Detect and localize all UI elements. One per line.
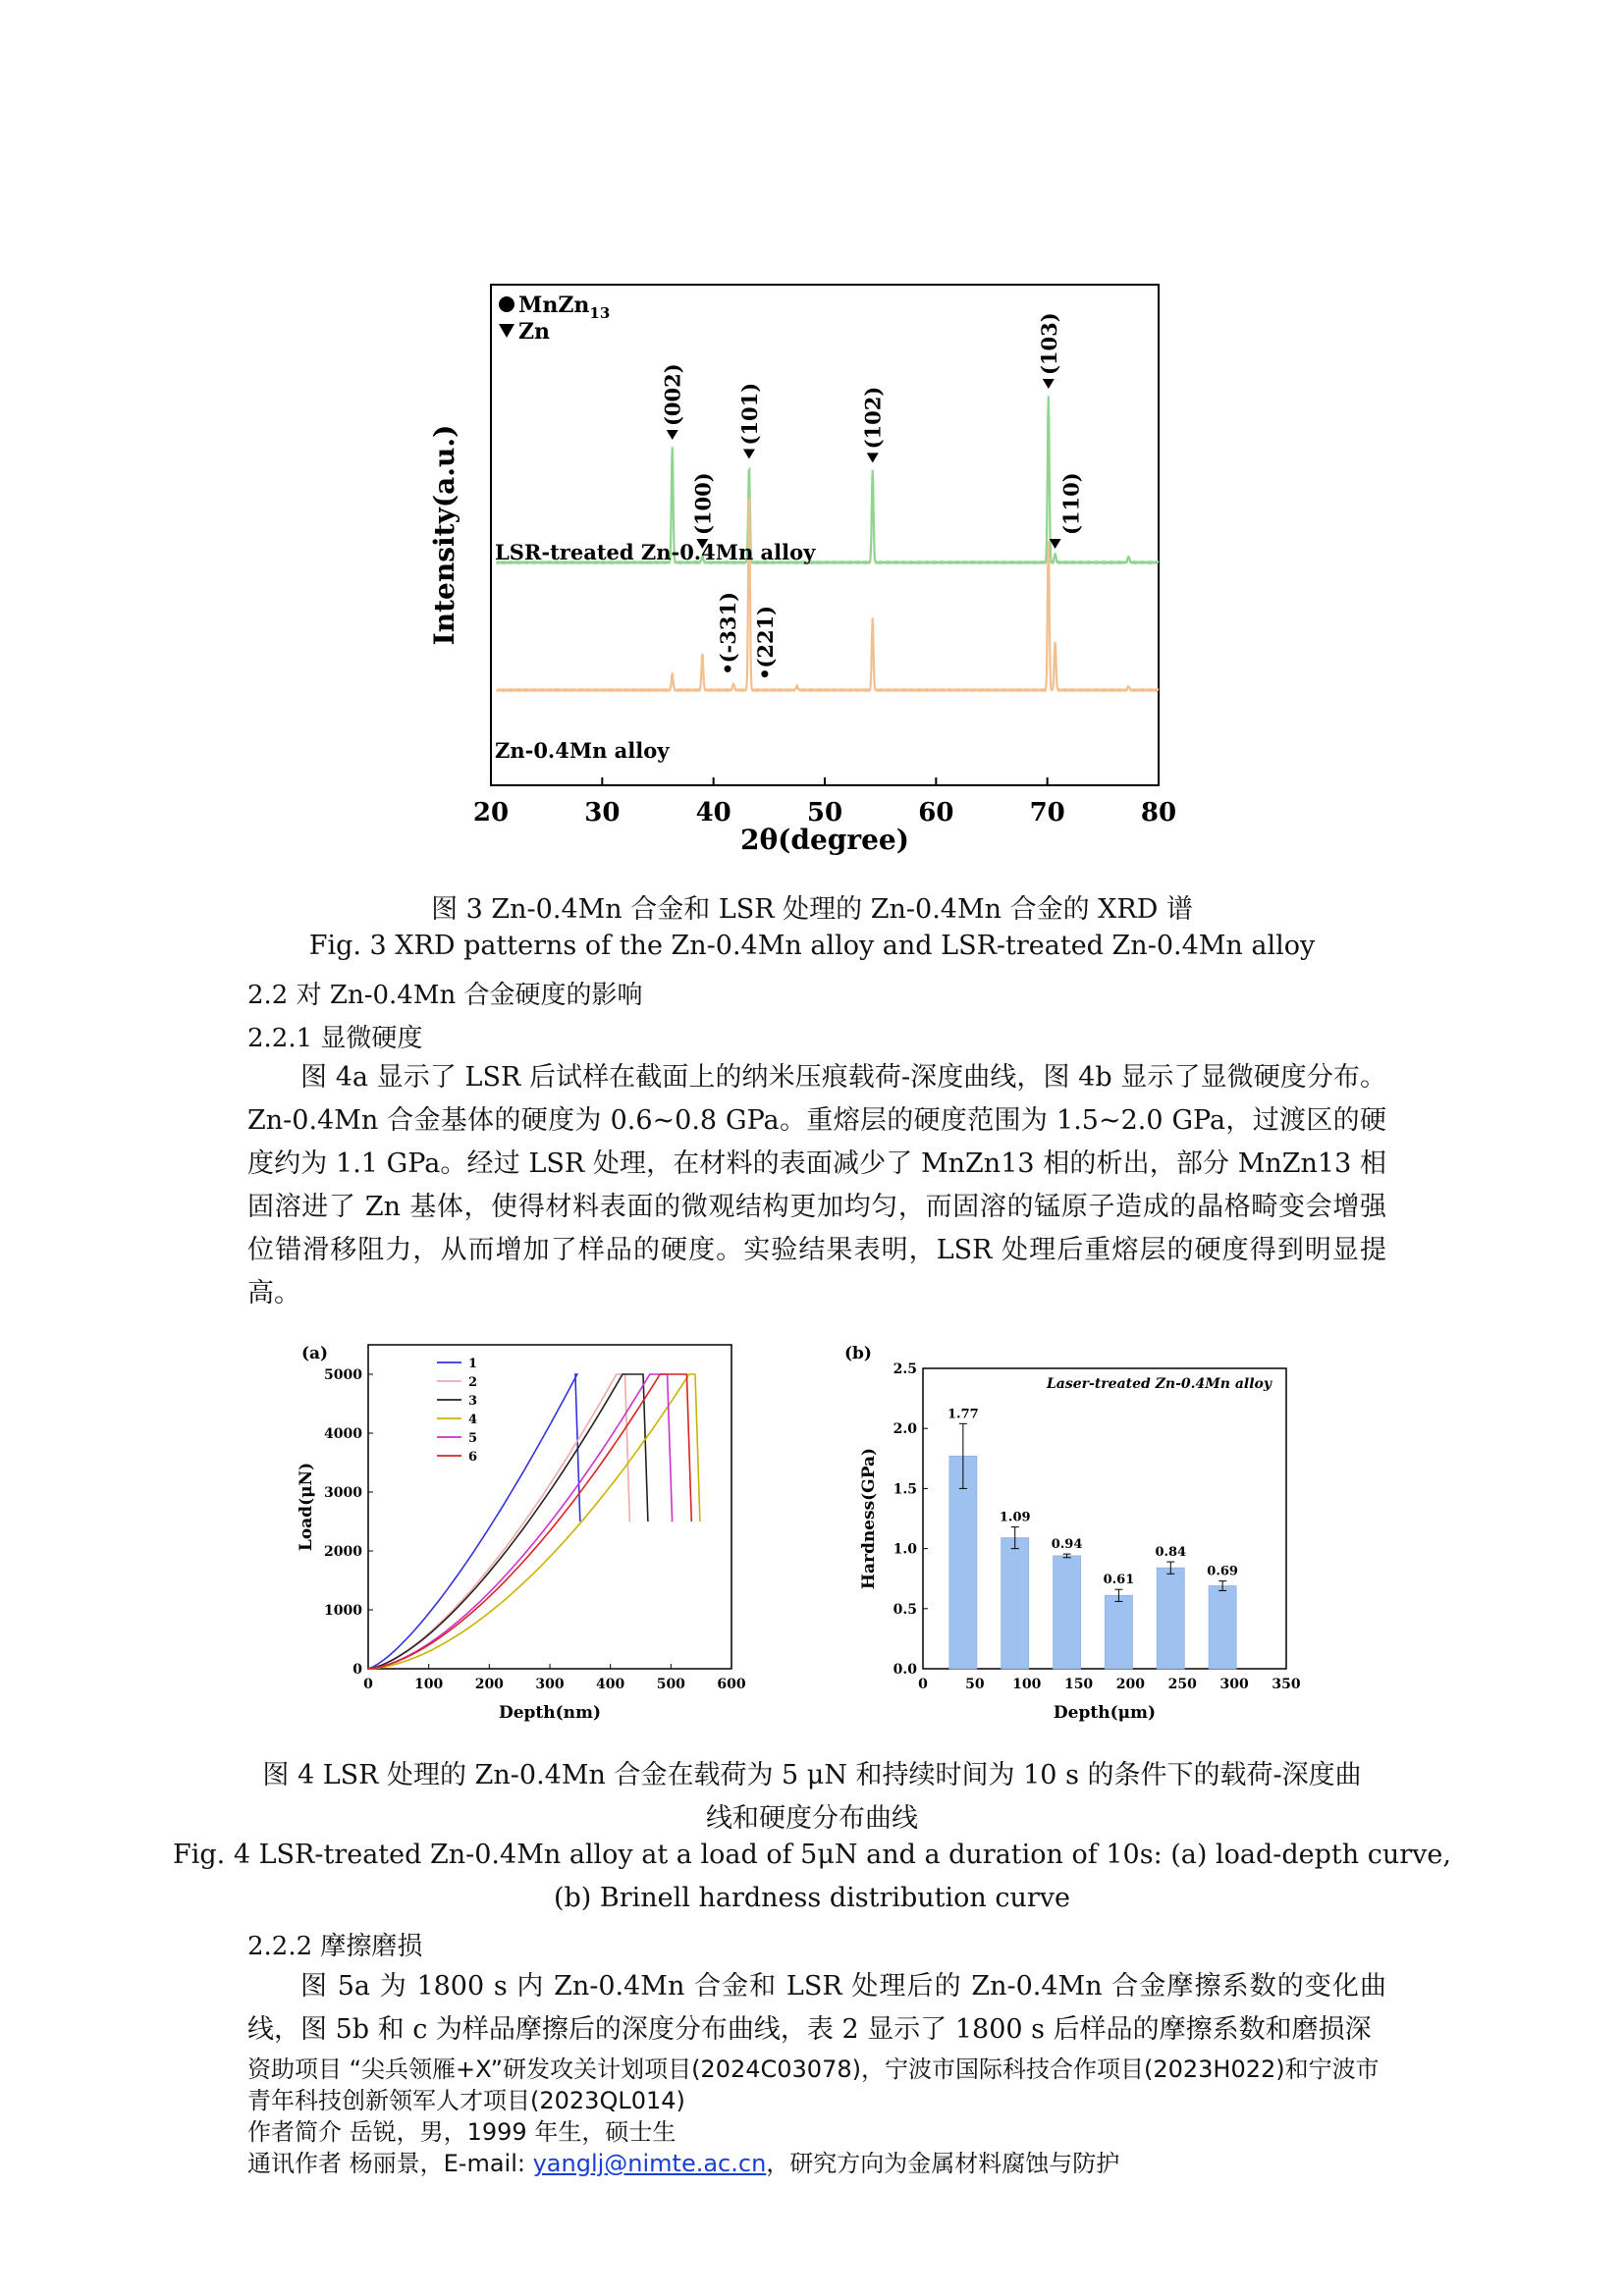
paragraph-friction-text: 图 5a 为 1800 s 内 Zn-0.4Mn 合金和 LSR 处理后的 Zn-0.4Mn 合金摩擦系数的变化曲线，图 5b 和 c 为样品摩擦后的深度分布曲线，表 2 显示了 1800 s 后样品的摩擦系数和磨损深	[247, 1971, 1386, 2045]
fig4b-value-label: 0.84	[1155, 1545, 1187, 1561]
fig4a-y-tick-label: 1000	[324, 1603, 362, 1619]
fig4a-x-tick-label: 400	[596, 1677, 625, 1692]
fig4b-y-tick-label: 1.0	[893, 1541, 917, 1558]
paragraph-friction	[247, 1965, 1386, 2052]
fig3-peak-label: (101)	[736, 382, 762, 446]
fig3-x-tick-label: 80	[1140, 798, 1177, 828]
fig4a-curve-3	[368, 1374, 648, 1669]
fig4a-curve-4	[368, 1374, 700, 1669]
fig4b-bar	[1209, 1586, 1236, 1669]
fig3-x-tick-label: 40	[695, 798, 731, 828]
footnote-corr-suffix: ，研究方向为金属材料腐蚀与防护	[766, 2150, 1120, 2177]
footnote-author: 作者简介 岳锐，男，1999 年生，硕士生	[247, 2118, 677, 2146]
fig4b-hardness-chart	[835, 1335, 1306, 1728]
fig4b-x-tick-label: 300	[1219, 1677, 1249, 1692]
fig3-caption-en: Fig. 3 XRD patterns of the Zn-0.4Mn alloy and LSR-treated Zn-0.4Mn alloy	[308, 931, 1316, 961]
fig3-triangle-marker	[867, 453, 879, 462]
fig4-caption-cn-line1: 图 4 LSR 处理的 Zn-0.4Mn 合金在载荷为 5 μN 和持续时间为 10 s 的条件下的载荷-深度曲	[262, 1760, 1362, 1790]
legend-zn-label: Zn	[518, 319, 551, 345]
fig3-peak-label: (221)	[752, 605, 778, 668]
fig4a-x-tick-label: 500	[656, 1677, 685, 1692]
fig4b-x-axis-label: Depth(μm)	[1053, 1703, 1157, 1723]
fig4-caption-en-line1: Fig. 4 LSR-treated Zn-0.4Mn alloy at a load of 5μN and a duration of 10s: (a) load-depth curve,	[173, 1840, 1451, 1870]
email-link[interactable]: yanglj@nimte.ac.cn	[532, 2150, 767, 2177]
fig4b-x-tick-label: 350	[1272, 1677, 1301, 1692]
fig4a-x-tick-label: 300	[535, 1677, 565, 1692]
fig4a-ticks	[324, 1367, 746, 1692]
fig3-peak-label: (002)	[660, 363, 685, 426]
fig3-triangle-marker	[743, 450, 755, 459]
fig4a-curve-2	[368, 1374, 629, 1669]
fig4b-value-label: 0.94	[1051, 1537, 1083, 1553]
fig4b-y-tick-label: 0.5	[893, 1601, 917, 1618]
fig3-y-axis-label: Intensity(a.u.)	[428, 424, 460, 646]
fig3-peak-label: (103)	[1036, 312, 1061, 375]
fig3-circle-marker	[761, 670, 768, 677]
fig4b-y-tick-label: 2.5	[893, 1362, 917, 1377]
fig3-x-axis-label: 2θ(degree)	[739, 824, 910, 856]
fig3-peak-label: (102)	[860, 386, 886, 450]
series-label-zn: Zn-0.4Mn alloy	[495, 738, 670, 763]
fig4b-x-tick-label: 200	[1115, 1677, 1146, 1692]
fig3-x-tick-label: 30	[584, 798, 621, 828]
fig4b-y-tick-label: 0.0	[893, 1662, 917, 1678]
fig4a-legend	[437, 1357, 477, 1465]
fig4a-x-axis-label: Depth(nm)	[498, 1703, 602, 1723]
fig4b-chart-title: Laser-treated Zn-0.4Mn alloy	[1046, 1376, 1272, 1392]
fig4b-value-label: 0.69	[1207, 1564, 1238, 1579]
fig4a-legend-label: 4	[468, 1413, 478, 1427]
fig4b-bars	[947, 1407, 1238, 1669]
fig4a-legend-label: 5	[468, 1431, 478, 1446]
fig4a-curve-6	[368, 1374, 691, 1669]
footnote-corr-prefix: 通讯作者 杨丽景，E-mail:	[247, 2150, 533, 2177]
fig4a-legend-label: 3	[468, 1394, 478, 1409]
fig4b-bar	[1157, 1568, 1184, 1669]
fig4b-y-tick-label: 2.0	[893, 1421, 917, 1438]
legend-triangle-marker	[499, 324, 514, 338]
fig4b-x-tick-label: 150	[1063, 1677, 1094, 1692]
section-heading-2-2: 2.2 对 Zn-0.4Mn 合金硬度的影响	[247, 981, 643, 1010]
fig3-peak-label: (110)	[1058, 472, 1084, 535]
fig4a-legend-label: 1	[468, 1357, 478, 1371]
fig4a-y-tick-label: 2000	[324, 1544, 362, 1560]
legend-circle-marker	[499, 296, 514, 312]
fig4b-x-tick-label: 250	[1167, 1677, 1197, 1692]
footnote-funding-line1: 资助项目 “尖兵领雁+X”研发攻关计划项目(2024C03078)，宁波市国际科技合作项目(2023H022)和宁波市	[247, 2056, 1380, 2083]
fig4b-panel-label: (b)	[844, 1344, 872, 1363]
fig3-x-tick-label: 20	[472, 798, 510, 828]
fig4a-y-tick-label: 3000	[324, 1485, 362, 1501]
fig3-x-tick-label: 60	[918, 798, 954, 828]
fig3-peak-label: (100)	[690, 472, 716, 535]
fig4b-y-axis-label: Hardness(GPa)	[859, 1447, 879, 1590]
fig4a-load-depth-chart	[290, 1335, 751, 1728]
footnote-funding-line2: 青年科技创新领军人才项目(2023QL014)	[247, 2087, 685, 2114]
fig4b-bar	[1001, 1538, 1029, 1669]
section-heading-2-2-2: 2.2.2 摩擦磨损	[247, 1932, 423, 1961]
fig3-x-tick-label: 50	[806, 798, 843, 828]
fig4a-curves	[368, 1374, 700, 1669]
fig4-caption-cn-line2: 线和硬度分布曲线	[706, 1803, 918, 1834]
fig3-x-tick-label: 70	[1029, 798, 1065, 828]
paragraph-microhardness-text: 图 4a 显示了 LSR 后试样在截面上的纳米压痕载荷-深度曲线，图 4b 显示了显微硬度分布。Zn-0.4Mn 合金基体的硬度为 0.6~0.8 GPa。重熔层的硬度范围为 1.5~2.0 GPa，过渡区的硬度约为 1.1 GPa。经过 LSR 处理，在材料的表面减少了 MnZn13 相的析出，部分 MnZn13 相固溶进了 Zn 基体，使得材料表面的微观结构更加均匀，而固溶的锰原子造成的晶格畸变会增强位错滑移阻力，从而增加了样品的硬度。实验结果表明，LSR 处理后重熔层的硬度得到明显提高。	[247, 1062, 1386, 1308]
fig4b-value-label: 1.77	[947, 1407, 979, 1422]
fig3-triangle-marker	[667, 430, 678, 440]
fig4a-x-tick-label: 100	[414, 1677, 444, 1692]
fig4a-y-axis-label: Load(μN)	[297, 1462, 316, 1552]
fig4b-value-label: 1.09	[999, 1510, 1031, 1525]
fig4b-y-tick-label: 1.5	[893, 1481, 917, 1498]
fig4b-bar	[1105, 1595, 1132, 1669]
fig4a-legend-label: 2	[468, 1375, 478, 1390]
fig4a-panel-label: (a)	[301, 1344, 329, 1363]
fig4-caption-en-line2: (b) Brinell hardness distribution curve	[553, 1883, 1071, 1913]
fig4a-y-tick-label: 5000	[324, 1367, 362, 1383]
legend-mnzn-label: MnZn$_{13}$	[518, 293, 611, 322]
footnote-corresponding	[247, 2144, 1119, 2178]
fig4b-value-label: 0.61	[1103, 1573, 1135, 1588]
fig4b-x-tick-label: 0	[918, 1677, 928, 1692]
fig4b-x-tick-label: 100	[1012, 1677, 1042, 1692]
fig4a-x-tick-label: 600	[717, 1677, 746, 1692]
fig3-circle-marker	[725, 666, 731, 672]
fig3-xrd-chart	[412, 206, 1276, 874]
paragraph-microhardness	[247, 1056, 1386, 1315]
fig4a-y-tick-label: 0	[352, 1662, 362, 1678]
fig3-triangle-marker	[1043, 379, 1055, 389]
fig3-peak-label: (-331)	[716, 591, 741, 664]
fig4b-bar	[1054, 1556, 1081, 1669]
section-heading-2-2-1: 2.2.1 显微硬度	[247, 1024, 423, 1053]
fig4b-x-tick-label: 50	[965, 1677, 985, 1692]
fig4a-y-tick-label: 4000	[324, 1426, 362, 1442]
series-label-lsr: LSR-treated Zn-0.4Mn alloy	[495, 540, 816, 564]
fig4a-x-tick-label: 200	[474, 1677, 504, 1692]
fig3-caption-cn: 图 3 Zn-0.4Mn 合金和 LSR 处理的 Zn-0.4Mn 合金的 XRD 谱	[431, 894, 1193, 925]
fig4a-x-tick-label: 0	[363, 1677, 373, 1692]
fig4a-legend-label: 6	[468, 1450, 478, 1465]
